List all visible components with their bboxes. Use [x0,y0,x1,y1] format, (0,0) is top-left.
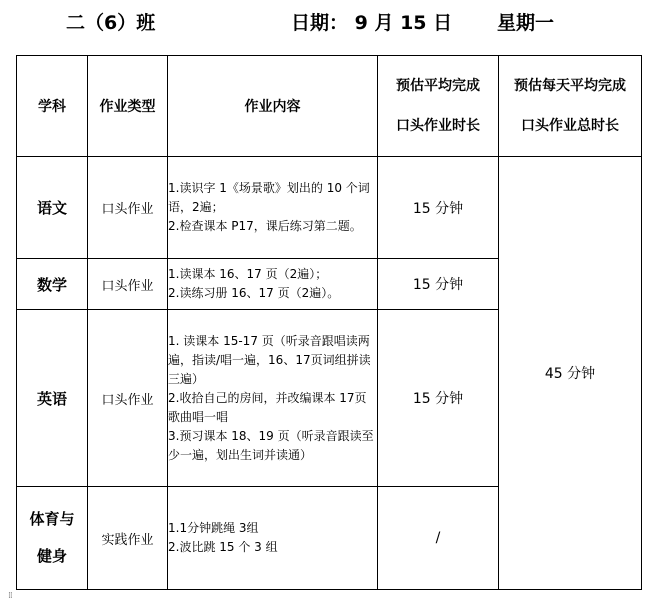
subject-line2: 健身 [36,547,67,565]
duration-cell: 15 分钟 [378,310,499,487]
content-line: 1.1分钟跳绳 3组 [168,521,259,535]
table-row [17,157,642,259]
content-line: 2.波比跳 15 个 3 组 [168,540,278,554]
col-header-avg-duration [378,56,499,157]
col-header-content: 作业内容 [168,56,378,157]
content-line: 1. 读课本 15-17 页（听录音跟唱读两遍，指读/唱一遍，16、17页词组拼读三遍） [168,333,371,386]
content-line: 2.读练习册 16、17 页（2遍）。 [168,286,340,300]
content-line: 2.检查课本 P17，课后练习第二题。 [168,219,362,233]
weekday-label: 星期一 [497,12,555,34]
type-cell: 实践作业 [88,487,168,590]
subject-cell: 语文 [17,157,88,259]
subject-line1: 体育与 [29,510,75,528]
homework-table [16,55,642,590]
content-line: 1.读课本 16、17 页（2遍）； [168,267,328,281]
col-header-avg-line2: 口头作业时长 [396,118,480,134]
type-cell: 口头作业 [88,157,168,259]
duration-cell: 15 分钟 [378,259,499,310]
content-cell [168,487,378,590]
total-duration-cell: 45 分钟 [499,157,642,590]
col-header-total-line2: 口头作业总时长 [521,118,619,134]
subject-cell: 英语 [17,310,88,487]
table-handle-icon: ⁞⁞ [8,591,12,601]
duration-cell: / [378,487,499,590]
content-cell [168,259,378,310]
type-cell: 口头作业 [88,259,168,310]
date-label: 日期： 9 月 15 日 [291,12,453,34]
subject-cell: 数学 [17,259,88,310]
content-line: 1.读识字 1《场景歌》划出的 10 个词语，2遍； [168,181,370,214]
col-header-subject: 学科 [17,56,88,157]
content-cell [168,157,378,259]
table-header-row [17,56,642,157]
col-header-total-line1: 预估每天平均完成 [514,78,626,94]
col-header-type: 作业类型 [88,56,168,157]
subject-cell [17,487,88,590]
content-line: 2.收拾自己的房间，并改编课本 17页歌曲唱一唱 [168,390,367,424]
content-cell [168,310,378,487]
col-header-avg-line1: 预估平均完成 [396,78,480,94]
type-cell: 口头作业 [88,310,168,487]
col-header-total-duration [499,56,642,157]
class-label: 二（6）班 [66,12,156,34]
duration-cell: 15 分钟 [378,157,499,259]
content-line: 3.预习课本 18、19 页（听录音跟读至少一遍，划出生词并读通） [168,428,374,462]
